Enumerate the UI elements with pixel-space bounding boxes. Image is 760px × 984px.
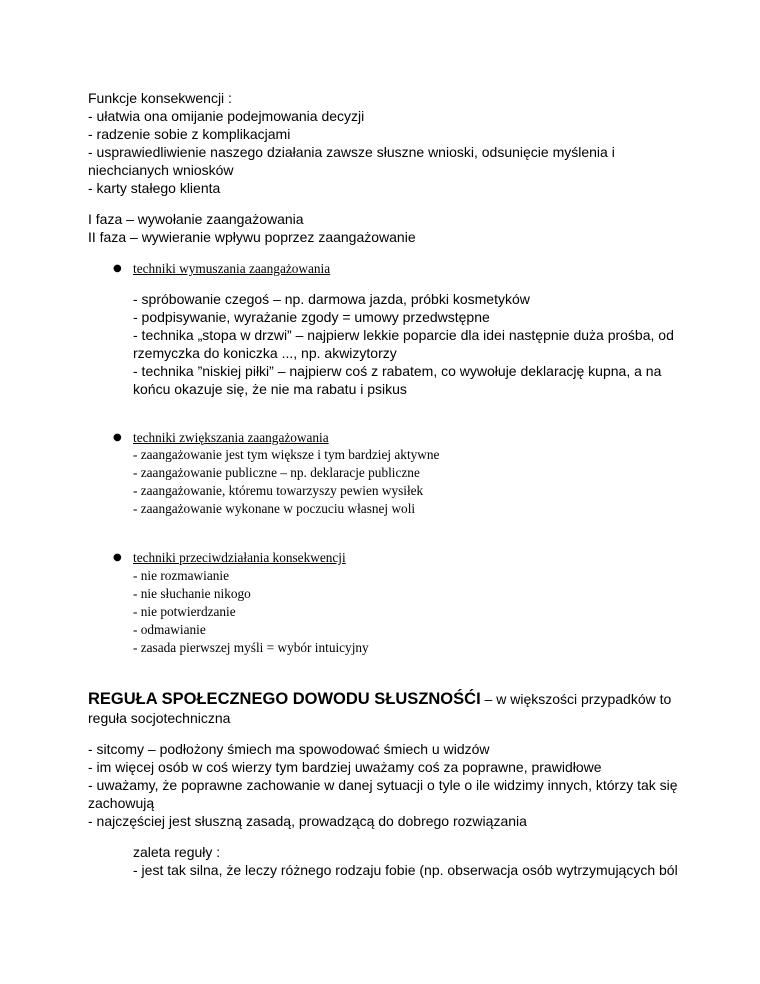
advantage-title: zaleta reguły : xyxy=(133,844,221,860)
intro-item: - karty stałego klienta xyxy=(88,180,221,196)
intro-item: niechcianych wniosków xyxy=(88,162,234,178)
section-heading: techniki zwiększania zaangażowania xyxy=(133,430,329,445)
list-item: zachowują xyxy=(88,795,155,811)
bullet-icon: ● xyxy=(113,263,122,274)
phase-line: I faza – wywołanie zaangażowania xyxy=(88,211,304,227)
list-item: - uważamy, że poprawne zachowanie w danej sytuacji o tyle o ile widzimy innych, którzy tak się xyxy=(88,777,678,793)
list-item: - jest tak silna, że leczy różnego rodzaju fobie (np. obserwacja osób wytrzymujących ból xyxy=(133,862,678,878)
list-item: - odmawianie xyxy=(133,622,206,637)
list-item: - im więcej osób w coś wierzy tym bardziej uważamy coś za poprawne, prawidłowe xyxy=(88,759,602,775)
rule-heading-line2: reguła socjotechniczna xyxy=(88,710,231,726)
rule-heading xyxy=(88,690,671,708)
list-item: - technika „stopa w drzwi” – najpierw lekkie poparcie dla idei następnie duża prośba, od xyxy=(133,327,674,343)
section-heading: techniki wymuszania zaangażowania xyxy=(133,261,331,276)
list-item: - zasada pierwszej myśli = wybór intuicyjny xyxy=(133,640,369,655)
list-item: końcu okazuje się, że nie ma rabatu i psikus xyxy=(133,381,407,397)
bullet-icon: ● xyxy=(113,552,122,563)
intro-title: Funkcje konsekwencji : xyxy=(88,90,232,106)
list-item: - zaangażowanie publiczne – np. deklaracje publiczne xyxy=(133,465,420,480)
list-item: - nie potwierdzanie xyxy=(133,604,236,619)
list-item: - nie rozmawianie xyxy=(133,568,229,583)
list-item: - zaangażowanie wykonane w poczuciu własnej woli xyxy=(133,501,416,516)
list-item: - podpisywanie, wyrażanie zgody = umowy przedwstępne xyxy=(133,309,490,325)
list-item: - zaangażowanie, któremu towarzyszy pewien wysiłek xyxy=(133,483,424,498)
section-heading: techniki przeciwdziałania konsekwencji xyxy=(133,550,346,565)
rule-heading-bold: REGUŁA SPOŁECZNEGO DOWODU SŁUSZNOŚĆI xyxy=(88,690,481,708)
intro-item: - ułatwia ona omijanie podejmowania decyzji xyxy=(88,108,365,124)
rule-heading-rest: – w większości przypadków to xyxy=(480,691,672,707)
intro-item: - usprawiedliwienie naszego działania zawsze słuszne wnioski, odsunięcie myślenia i xyxy=(88,144,615,160)
intro-item: - radzenie sobie z komplikacjami xyxy=(88,126,291,142)
list-item: rzemyczka do koniczka ..., np. akwizytorzy xyxy=(133,345,397,361)
list-item: - najczęściej jest słuszną zasadą, prowadzącą do dobrego rozwiązania xyxy=(88,813,527,829)
list-item: - sitcomy – podłożony śmiech ma spowodować śmiech u widzów xyxy=(88,741,490,757)
bullet-icon: ● xyxy=(113,432,122,443)
list-item: - nie słuchanie nikogo xyxy=(133,586,251,601)
list-item: - zaangażowanie jest tym większe i tym bardziej aktywne xyxy=(133,447,440,462)
list-item: - technika ”niskiej piłki” – najpierw coś z rabatem, co wywołuje deklarację kupna, a na xyxy=(133,363,662,379)
phase-line: II faza – wywieranie wpływu poprzez zaangażowanie xyxy=(88,229,416,245)
list-item: - spróbowanie czegoś – np. darmowa jazda, próbki kosmetyków xyxy=(133,291,530,307)
